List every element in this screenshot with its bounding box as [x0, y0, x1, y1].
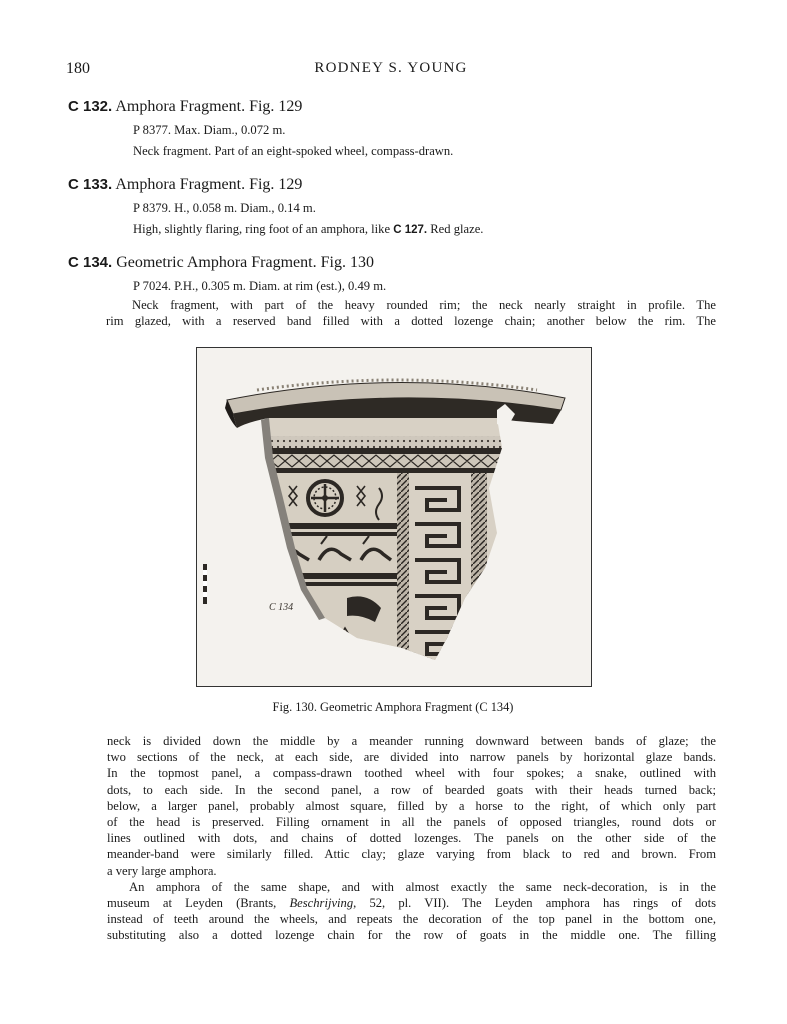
text-line: of the head is preserved. Filling ornament in all the panels of opposed triangles, round dots or: [107, 815, 716, 830]
entry-description: Neck fragment. Part of an eight-spoked wheel, compass-drawn.: [133, 144, 454, 158]
running-head: [66, 60, 716, 84]
text-line: a very large amphora.: [107, 863, 217, 878]
text-line: meander-band were similarly filled. Attic clay; glaze varying from black to red and brown. From: [107, 847, 716, 862]
entry-measurements: P 7024. P.H., 0.305 m. Diam. at rim (est.), 0.49 m.: [133, 279, 387, 293]
figure-photo: [196, 347, 592, 687]
entry-id: C 132.: [68, 98, 113, 115]
entry-measurements: P 8379. H., 0.058 m. Diam., 0.14 m.: [133, 201, 316, 215]
entry-title: Geometric Amphora Fragment.: [116, 254, 317, 271]
entry-figure-ref: Fig. 129: [249, 98, 303, 115]
text-line: neck is divided down the middle by a meander running downward between bands of glaze; the: [107, 734, 716, 748]
entry-measurements: P 8377. Max. Diam., 0.072 m.: [133, 123, 286, 137]
photo-label: C 134: [269, 602, 294, 613]
catalog-entry-c134: [68, 253, 716, 297]
entry-heading: [68, 175, 716, 195]
text-line: instead of teeth around the wheels, and repeats the decoration of the top panel in the bottom one,: [107, 912, 716, 927]
body-text-top: [107, 297, 716, 329]
figure-caption: Fig. 130. Geometric Amphora Fragment (C 134): [272, 700, 514, 714]
page-number: 180: [66, 60, 90, 77]
body-text-bottom: [107, 733, 716, 944]
description-text: High, slightly flaring, ring foot of an amphora, like: [133, 222, 391, 236]
text-line: In the topmost panel, a compass-drawn toothed wheel with four spokes; a snake, outlined with: [107, 766, 716, 781]
description-text: Red glaze.: [430, 222, 484, 236]
text-line: An amphora of the same shape, and with almost exactly the same neck-decoration, is in the: [129, 879, 716, 894]
entry-title: Amphora Fragment.: [115, 176, 246, 193]
entry-heading: [68, 253, 716, 273]
entry-heading: [68, 97, 716, 117]
text-line: substituting also a dotted lozenge chain for the row of goats in the middle one. The filling: [107, 928, 716, 943]
text-line: two sections of the neck, at each side, are divided into narrow panels by horizontal glaze bands.: [107, 750, 716, 765]
author-heading: RODNEY S. YOUNG: [314, 60, 468, 76]
text-line: Neck fragment, with part of the heavy rounded rim; the neck nearly straight in profile. The: [132, 298, 716, 312]
entry-id: C 134.: [68, 254, 113, 271]
text-line-with-citation: [107, 895, 716, 911]
text-line: below, a larger panel, probably almost square, filled by a horse to the right, of which only part: [107, 798, 716, 813]
text-run: museum at Leyden (Brants,: [107, 896, 290, 911]
amphora-fragment-illustration: [197, 348, 591, 686]
text-line: rim glazed, with a reserved band filled with a dotted lozenge chain; another below the rim. The: [106, 314, 716, 329]
entry-figure-ref: Fig. 130: [320, 254, 374, 271]
text-line: lines outlined with dots, and chains of dotted lozenges. The panels on the other side of the: [107, 831, 716, 846]
entry-title: Amphora Fragment.: [115, 98, 246, 115]
catalog-entry-c132: [68, 97, 716, 162]
entry-description: [68, 219, 716, 241]
citation-title: Beschrijving: [289, 896, 354, 911]
entry-figure-ref: Fig. 129: [249, 176, 303, 193]
text-run: , 52, pl. VII). The Leyden amphora has rings of dots: [353, 896, 716, 911]
text-line: dots, to each side. In the second panel, a row of bearded goats with their heads turned back;: [107, 782, 716, 797]
catalog-entry-c133: [68, 175, 716, 241]
entry-id: C 133.: [68, 176, 113, 193]
cross-reference: C 127.: [393, 224, 428, 236]
